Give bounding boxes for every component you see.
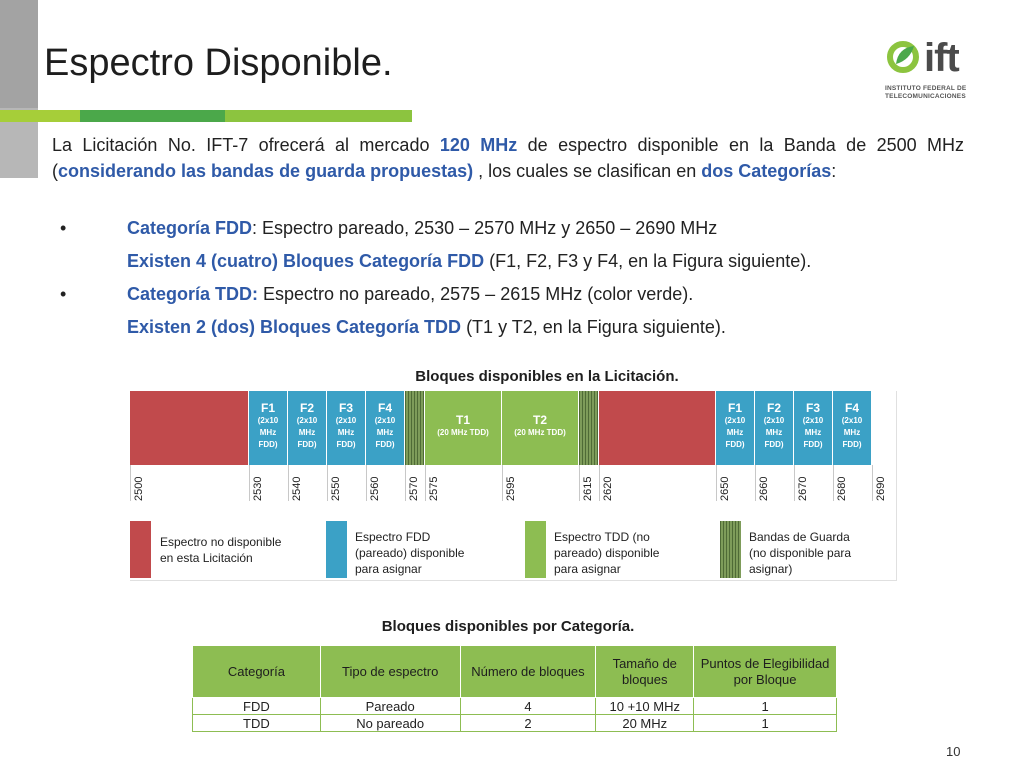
block-desc: FDD) [297, 440, 317, 449]
block-name: F4 [377, 401, 392, 415]
block-name: F1 [260, 401, 275, 415]
bullet-dot: • [60, 284, 67, 304]
table-cell: 4 [460, 698, 596, 715]
list-item-text: (T1 y T2, en la Figura siguiente). [461, 317, 726, 337]
legend-swatch-guard [720, 521, 741, 578]
band-block-tdd-t2 [502, 391, 579, 465]
block-desc: FDD) [336, 440, 356, 449]
band-block-fdd-f3-right [794, 391, 833, 465]
block-desc: (2x10 [802, 416, 824, 425]
slide-title: Espectro Disponible. [44, 42, 393, 84]
block-name: T2 [532, 413, 547, 427]
block-desc: (2x10 [841, 416, 863, 425]
ift-logo [884, 38, 984, 110]
block-desc: MHz [726, 428, 744, 437]
figure-title: Bloques disponibles en la Licitación. [415, 368, 679, 385]
block-desc: FDD) [258, 440, 278, 449]
bullet-dot: • [60, 218, 67, 238]
table-title: Bloques disponibles por Categoría. [381, 618, 635, 635]
band-block-not-available-right [599, 391, 716, 465]
table-cell: FDD [193, 698, 321, 715]
frequency-tick [579, 465, 580, 501]
list-item [52, 245, 964, 278]
legend-swatch-not-available [130, 521, 151, 578]
frequency-label: 2530 [252, 476, 264, 501]
band-block-fdd-f4-left [366, 391, 405, 465]
table-cell: 1 [694, 715, 837, 732]
underline-segment-1 [0, 110, 80, 122]
frequency-tick [130, 465, 131, 501]
frequency-tick [794, 465, 795, 501]
frequency-tick [405, 465, 406, 501]
block-desc: MHz [337, 428, 355, 437]
table-cell: No pareado [320, 715, 460, 732]
legend-label-fdd: Espectro FDD (pareado) disponible para asignar [355, 530, 465, 576]
block-desc: (2x10 [763, 416, 785, 425]
block-desc: (2x10 [296, 416, 318, 425]
block-desc: (2x10 [724, 416, 746, 425]
block-desc: MHz [765, 428, 783, 437]
block-desc: MHz [376, 428, 394, 437]
band-block-tdd-t1 [425, 391, 502, 465]
table-header-cell: Tamaño de bloques [596, 646, 694, 698]
frequency-label: 2690 [875, 476, 887, 501]
frequency-tick [249, 465, 250, 501]
block-desc: MHz [298, 428, 316, 437]
frequency-label: 2595 [505, 476, 517, 501]
table-cell: 1 [694, 698, 837, 715]
band-guard-left [405, 391, 425, 465]
frequency-label: 2500 [133, 476, 145, 501]
block-name: F4 [844, 401, 859, 415]
block-desc: FDD) [803, 440, 823, 449]
band-block-fdd-f1-right [716, 391, 755, 465]
block-name: F2 [766, 401, 781, 415]
block-desc: (2x10 [374, 416, 396, 425]
frequency-tick [716, 465, 717, 501]
frequency-tick [502, 465, 503, 501]
frequency-label: 2570 [408, 476, 420, 501]
frequency-label: 2660 [758, 476, 770, 501]
frequency-tick [755, 465, 756, 501]
block-name: F2 [299, 401, 314, 415]
page-number: 10 [946, 744, 961, 759]
band-block-not-available-left [130, 391, 249, 465]
table-cell: 2 [460, 715, 596, 732]
block-desc: FDD) [725, 440, 745, 449]
table-cell: 20 MHz [596, 715, 694, 732]
band-block-fdd-f4-right [833, 391, 872, 465]
intro-highlight-1: 120 MHz [439, 135, 518, 155]
underline-segment-2 [80, 110, 225, 122]
logo-subtitle-line2: TELECOMUNICACIONES [885, 93, 966, 100]
band-block-fdd-f2-right [755, 391, 794, 465]
legend-label-guard: Bandas de Guarda (no disponible para asignar) [749, 530, 852, 576]
frequency-tick [327, 465, 328, 501]
table-header-cell: Categoría [193, 646, 321, 698]
frequency-tick [288, 465, 289, 501]
list-item-heading: Categoría TDD: [127, 284, 259, 304]
legend-label-not-available: Espectro no disponible en esta Licitación [160, 535, 282, 565]
frequency-label: 2650 [719, 476, 731, 501]
block-name: F3 [338, 401, 353, 415]
intro-highlight-2: considerando las bandas de guarda propuestas) [58, 161, 474, 181]
table-row [193, 715, 837, 732]
table-header-cell: Tipo de espectro [320, 646, 460, 698]
block-name: T1 [455, 413, 470, 427]
band-block-fdd-f1-left [249, 391, 288, 465]
frequency-label: 2575 [428, 476, 440, 501]
ift-leaf-icon [886, 40, 920, 74]
frequency-label: 2550 [330, 476, 342, 501]
frequency-tick [833, 465, 834, 501]
block-desc: MHz [259, 428, 277, 437]
list-item-heading: Existen 4 (cuatro) Bloques Categoría FDD [127, 251, 485, 271]
frequency-label: 2615 [582, 476, 594, 501]
block-desc: (2x10 [335, 416, 357, 425]
frequency-tick [599, 465, 600, 501]
block-desc: (20 MHz TDD) [437, 428, 489, 437]
block-desc: (20 MHz TDD) [514, 428, 566, 437]
table-header-row [193, 646, 837, 698]
block-desc: FDD) [764, 440, 784, 449]
frequency-label: 2670 [797, 476, 809, 501]
side-accent-dark [0, 0, 38, 108]
side-accent-bar [0, 0, 38, 178]
frequency-tick [872, 465, 873, 501]
frequency-label: 2620 [602, 476, 614, 501]
category-list [52, 212, 964, 344]
table-header-cell: Número de bloques [460, 646, 596, 698]
frequency-label: 2560 [369, 476, 381, 501]
list-item [52, 311, 964, 344]
title-underline [0, 110, 412, 122]
intro-text-2: de espectro disponible en la Banda de 2500 MHz ( [52, 135, 965, 181]
list-item [52, 278, 964, 311]
blocks-table [192, 645, 837, 732]
frequency-tick [366, 465, 367, 501]
table-row [193, 698, 837, 715]
band-block-fdd-f3-left [327, 391, 366, 465]
block-desc: FDD) [842, 440, 862, 449]
list-item-text: (F1, F2, F3 y F4, en la Figura siguiente). [484, 251, 812, 271]
list-item-text: Espectro no pareado, 2575 – 2615 MHz (color verde). [258, 284, 694, 304]
logo-subtitle [885, 85, 966, 101]
table-cell: Pareado [320, 698, 460, 715]
table-cell: TDD [193, 715, 321, 732]
frequency-label: 2540 [291, 476, 303, 501]
frequency-label: 2680 [836, 476, 848, 501]
underline-segment-3 [225, 110, 412, 122]
block-name: F3 [805, 401, 820, 415]
list-item-heading: Existen 2 (dos) Bloques Categoría TDD [127, 317, 462, 337]
intro-text-3: , los cuales se clasifican en [473, 161, 702, 181]
legend-label-tdd: Espectro TDD (no pareado) disponible para asignar [554, 530, 660, 576]
list-item-text: : Espectro pareado, 2530 – 2570 MHz y 2650 – 2690 MHz [252, 218, 718, 238]
band-block-fdd-f2-left [288, 391, 327, 465]
block-name: F1 [727, 401, 742, 415]
list-item-heading: Categoría FDD [127, 218, 253, 238]
block-desc: (2x10 [257, 416, 279, 425]
intro-paragraph [52, 132, 964, 184]
block-desc: FDD) [375, 440, 395, 449]
intro-text-1: La Licitación No. IFT-7 ofrecerá al mercado [52, 135, 440, 155]
band-guard-right [579, 391, 599, 465]
legend-swatch-fdd [326, 521, 347, 578]
band-plan-figure [130, 391, 897, 581]
block-desc: MHz [804, 428, 822, 437]
intro-text-4: : [831, 161, 837, 181]
logo-word: ift [924, 36, 959, 80]
legend-swatch-tdd [525, 521, 546, 578]
list-item [52, 212, 964, 245]
table-cell: 10 +10 MHz [596, 698, 694, 715]
frequency-tick [425, 465, 426, 501]
block-desc: MHz [843, 428, 861, 437]
logo-subtitle-line1: INSTITUTO FEDERAL DE [885, 85, 967, 92]
intro-highlight-3: dos Categorías [701, 161, 832, 181]
table-header-cell: Puntos de Elegibilidad por Bloque [694, 646, 837, 698]
